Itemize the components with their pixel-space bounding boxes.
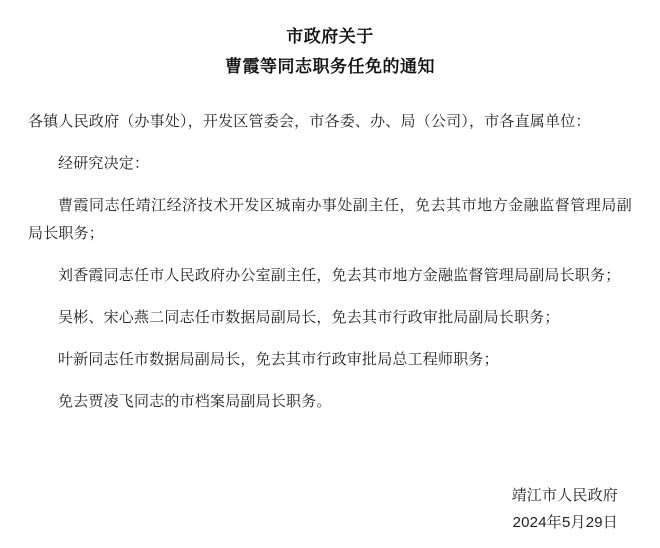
body-paragraph-4: 叶新同志任市数据局副局长，免去其市行政审批局总工程师职务； [58,351,499,368]
body-paragraph-2: 刘香霞同志任市人民政府办公室副主任，免去其市地方金融监督管理局副局长职务； [58,267,621,284]
document-body [28,108,632,476]
lead-in-paragraph: 经研究决定： [58,155,150,172]
document-title [28,22,632,82]
signature-organization: 靖江市人民政府 [511,487,618,504]
body-paragraph-3: 吴彬、宋心燕二同志任市数据局副局长，免去其市行政审批局副局长职务； [58,309,560,326]
title-line-1: 市政府关于 [286,27,374,46]
body-paragraph-1: 曹霞同志任靖江经济技术开发区城南办事处副主任，免去其市地方金融监督管理局副局长职务； [28,197,632,242]
signature-block [28,482,632,536]
title-line-2: 曹霞等同志职务任免的通知 [225,57,435,76]
signature-date: 2024年5月29日 [512,514,618,531]
body-paragraph-5: 免去贾凌飞同志的市档案局副局长职务。 [58,393,332,410]
recipients-paragraph: 各镇人民政府（办事处），开发区管委会，市各委、办、局（公司），市各直属单位： [28,113,591,130]
